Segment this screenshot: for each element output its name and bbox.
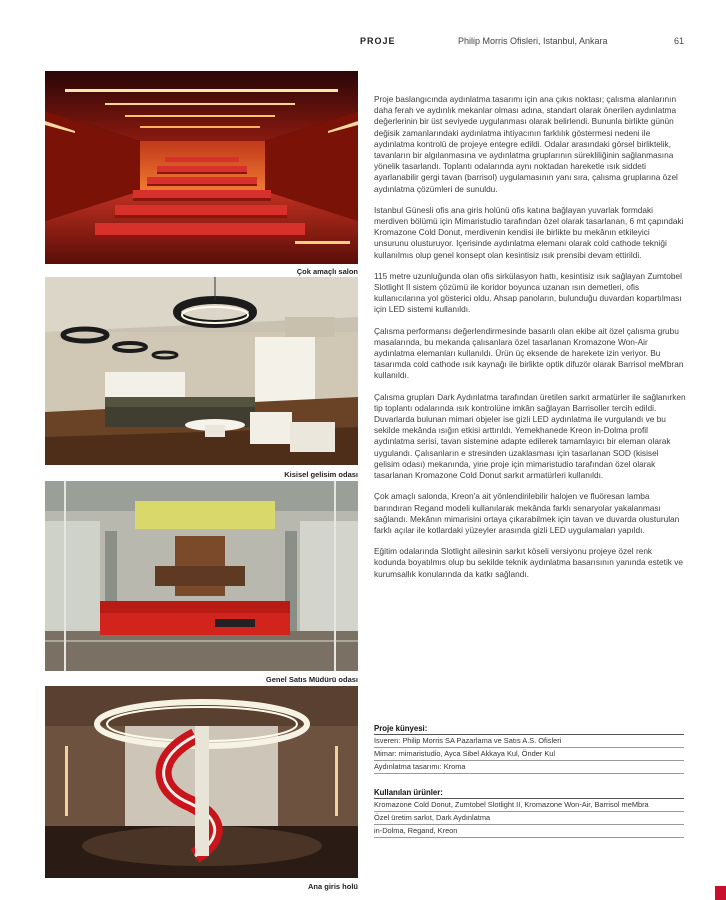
page-number: 61 <box>674 36 685 46</box>
products-used <box>374 788 684 838</box>
entrance-hall-photo <box>45 686 358 878</box>
products-row: Kromazone Cold Donut, Zumtobel Slotlight II, Kromazone Won-Air, Barrisol meMbra <box>374 799 684 812</box>
auditorium-photo <box>45 71 358 264</box>
credits-row: Isveren: Philip Morris SA Pazarlama ve Satıs A.S. Ofisleri <box>374 735 684 748</box>
credits-row: Aydınlatma tasarımı: Kroma <box>374 761 684 774</box>
auditorium-caption: Çok amaçlı salon <box>296 267 358 276</box>
entrance-hall-caption: Ana giris holü <box>307 882 358 891</box>
section-label: PROJE <box>360 36 396 46</box>
paragraph: Eğitim odalarında Slotlight ailesinin sarkıt köseli versiyonu projeye özel renk kodunda boyatılmıs olup bu sekilde teknik aydınlatma basarısının yanında estetik ve kurumsallık konularında da katkı sağlandı. <box>374 546 684 579</box>
sales-director-caption: Genel Satıs Müdürü odası <box>265 675 358 684</box>
paragraph: 115 metre uzunluğunda olan ofis sirkülasyon hattı, kesintisiz ısık sağlayan Zumtobel Slotlight II sistem çözümü ile koridor boyunca uzanan ısın demetleri, ofis kullanıcılarına yol gösterici oldu. Ahsap panoların, bulunduğu duvardan kopartılması için LED sistemi kullanıldı. <box>374 270 682 315</box>
page-edge-marker <box>715 886 726 900</box>
personal-development-room-photo <box>45 277 358 465</box>
credits-heading: Proje künyesi: <box>374 724 684 735</box>
paragraph: Çok amaçlı salonda, Kreon'a ait yönlendirilebilir halojen ve fluöresan lamba barındıran Regand modeli kullanılarak mekânda farklı senaryolar yakalanması sağlandı. Mekânın mimarisini ortaya çıkarabilmek için tavan ve duvarda olusturulan farklı açılar ile kotlardaki yüzeyler arasında gizli LED uygulamaları yapıldı. <box>374 491 680 535</box>
personal-development-caption: Kisisel gelisim odası <box>284 470 358 479</box>
article-body <box>374 94 686 590</box>
sales-director-office-photo <box>45 481 358 671</box>
project-credits <box>374 724 684 774</box>
products-heading: Kullanılan ürünler: <box>374 788 684 799</box>
products-row: in-Dolma, Regand, Kreon <box>374 825 684 838</box>
page-header <box>0 36 726 50</box>
paragraph: Proje baslangıcında aydınlatma tasarımı için ana çıkıs noktası; çalısma alanlarının daha ferah ve aydınlık mekanlar olması adına, standart olarak önerilen aydınlatma değerlerinin bir üst seviyede uygulanması olarak belirlendi. Bununla birlikte günün değisik zamanlarındaki aydınlatma ihtiyacının farklılık göstermesi nedeni ile aydınlatma kontrolü de projeye entegre edildi. Odalar arasındaki görsel birliktelik, tavanların bir algılanmasına ve aydınlatma gruplarının sürekliliğinin sağlanmasına yönelik tasarlandı. Toplantı odalarında aynı noktadan hareketle ısık siddeti ayarlanabilir gergi tavan (barrisol) uygulamasının yanı sıra, çalısma gruplarına özel aydınlatma çözümleri de sunuldu. <box>374 94 678 194</box>
paragraph: Istanbul Günesli ofis ana giris holünü ofis katına bağlayan yuvarlak formdaki merdiven bölümü için Mimaristudio tarafından özel olarak tasarlanan, 6 mt çapındaki Kromazone Cold Donut, merdivenin kendisi ile birlikte bu mekânın etkileyici unsurunu olusturuyor. Içerisinde aydınlatma elemanı olarak cold cathode tekniği kullanılmıs olup genel konsept olan kesintisiz ısık prensibi devam ettirildi. <box>374 204 684 260</box>
credits-row: Mimar: mimaristudio, Ayca Sibel Akkaya Kul, Önder Kul <box>374 748 684 761</box>
paragraph: Çalısma performansı değerlendirmesinde basarılı olan ekibe ait özel çalısma grubu masalarında, bu mekanda çalısanlara özel tasarlanan Kromazone Won-Air aydınlatma elemanları kullanıldı. Ürün üç eksende de harekete izin veriyor. Bu tasarımda cold cathode ısık kaynağı ile birlikte optik difuzör olarak Barrisol meMbran kullanıldı. <box>374 325 684 381</box>
products-row: Özel üretim sarkıt, Dark Aydınlatma <box>374 812 684 825</box>
paragraph: Çalısma grupları Dark Aydınlatma tarafından üretilen sarkıt armatürler ile sağlanırken tip toplantı odalarında ısık kontrolüne imkân sağlayan Barrisoller tercih edildi. Duvarlarda bulunan mimari objeler ise gizli LED aydınlatma ile vurgulandı ve bu sekilde mekânda ısığın etkisi arttırıldı. Yemekhanede Kreon in-Dolma profil aydınlatma serisi, tavan sistemine adapte edilerek tamamlayıcı bir eleman olarak uygulandı. Çalısanların e stresinden uzaklasması için tasarlanan SOD (kisisel gelisim odası) mekanında, yine proje için mimaristudio tarafından özel olarak tasarlanan Kromazone Cold Donut sarkıt armatürleri kullanıldı. <box>374 391 686 481</box>
article-title: Philip Morris Ofisleri, Istanbul, Ankara <box>458 36 608 46</box>
